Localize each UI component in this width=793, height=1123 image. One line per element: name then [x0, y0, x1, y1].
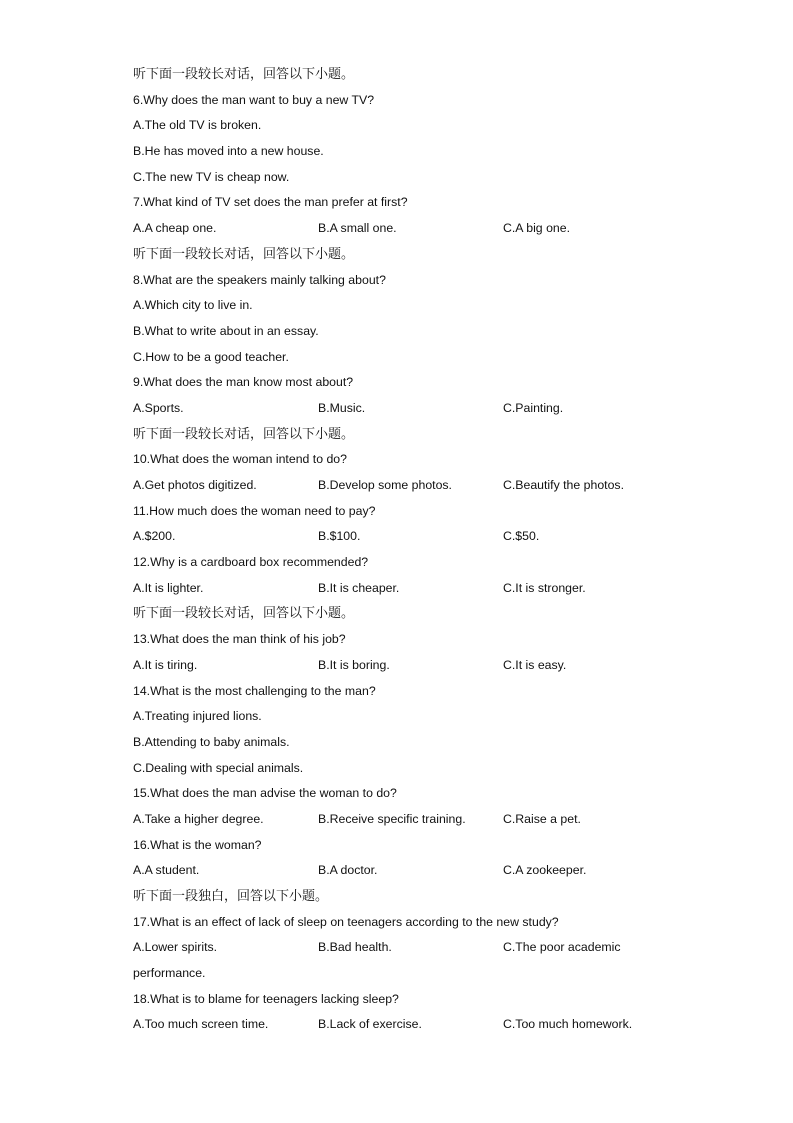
- answer-option: performance.: [133, 966, 206, 981]
- option-a: A.$200.: [133, 529, 176, 544]
- option-c: C.The poor academic: [503, 940, 621, 955]
- option-b: B.Bad health.: [318, 940, 392, 955]
- option-c: C.A big one.: [503, 221, 570, 236]
- question-text: 6.Why does the man want to buy a new TV?: [133, 92, 375, 107]
- options-row: [133, 216, 693, 242]
- option-c: C.It is stronger.: [503, 580, 586, 595]
- options-row: [133, 473, 693, 499]
- options-row: [133, 576, 693, 602]
- section-instruction: 听下面一段较长对话，回答以下小题。: [133, 606, 355, 622]
- answer-option: C.How to be a good teacher.: [133, 349, 289, 364]
- exam-page: [133, 62, 693, 1038]
- answer-option: B.He has moved into a new house.: [133, 144, 324, 159]
- option-c: C.Raise a pet.: [503, 811, 581, 826]
- option-b: B.Lack of exercise.: [318, 1017, 422, 1032]
- option-b: B.A doctor.: [318, 863, 378, 878]
- option-c: C.Painting.: [503, 400, 564, 415]
- option-a: A.Sports.: [133, 400, 184, 415]
- option-c: C.$50.: [503, 529, 540, 544]
- option-a: A.Get photos digitized.: [133, 478, 257, 492]
- option-b: B.It is cheaper.: [318, 580, 400, 595]
- question-text: 15.What does the man advise the woman to do?: [133, 786, 397, 801]
- options-row: [133, 807, 693, 833]
- options-row: [133, 524, 693, 550]
- section-instruction: 听下面一段较长对话，回答以下小题。: [133, 426, 355, 442]
- option-b: B.It is boring.: [318, 657, 390, 672]
- answer-option: B.Attending to baby animals.: [133, 734, 290, 749]
- option-c: C.A zookeeper.: [503, 863, 587, 878]
- option-b: B.$100.: [318, 529, 361, 544]
- option-c: C.Too much homework.: [503, 1017, 633, 1032]
- option-a: A.Lower spirits.: [133, 940, 218, 955]
- options-row: [133, 858, 693, 884]
- answer-option: A.The old TV is broken.: [133, 118, 262, 133]
- question-text: 18.What is to blame for teenagers lacking sleep?: [133, 991, 399, 1006]
- options-row: [133, 396, 693, 422]
- option-b: B.Receive specific training.: [318, 811, 466, 826]
- option-a: A.A student.: [133, 863, 200, 878]
- answer-option: A.Which city to live in.: [133, 298, 253, 313]
- answer-option: A.Treating injured lions.: [133, 709, 262, 724]
- section-instruction: 听下面一段独白，回答以下小题。: [133, 889, 329, 904]
- option-c: C.Beautify the photos.: [503, 478, 624, 492]
- option-b: B.Music.: [318, 400, 366, 415]
- question-text: 7.What kind of TV set does the man prefer at first?: [133, 195, 408, 210]
- question-text: 10.What does the woman intend to do?: [133, 452, 347, 467]
- option-b: B.A small one.: [318, 221, 397, 236]
- options-row: [133, 935, 693, 961]
- option-c: C.It is easy.: [503, 657, 567, 672]
- question-text: 8.What are the speakers mainly talking about?: [133, 272, 386, 287]
- question-text: 17.What is an effect of lack of sleep on teenagers according to the new study?: [133, 914, 559, 929]
- options-row: [133, 1012, 693, 1038]
- section-instruction: 听下面一段较长对话，回答以下小题。: [133, 246, 355, 262]
- answer-option: C.Dealing with special animals.: [133, 760, 304, 775]
- option-b: B.Develop some photos.: [318, 478, 452, 492]
- options-row: [133, 653, 693, 679]
- question-text: 16.What is the woman?: [133, 837, 262, 852]
- answer-option: C.The new TV is cheap now.: [133, 169, 290, 184]
- question-text: 9.What does the man know most about?: [133, 375, 354, 390]
- option-a: A.Take a higher degree.: [133, 811, 264, 826]
- question-text: 13.What does the man think of his job?: [133, 632, 346, 647]
- section-instruction: 听下面一段较长对话，回答以下小题。: [133, 67, 355, 82]
- question-text: 14.What is the most challenging to the man?: [133, 683, 376, 698]
- question-text: 12.Why is a cardboard box recommended?: [133, 555, 369, 570]
- option-a: A.A cheap one.: [133, 221, 217, 236]
- option-a: A.It is lighter.: [133, 580, 204, 595]
- answer-option: B.What to write about in an essay.: [133, 323, 319, 338]
- option-a: A.Too much screen time.: [133, 1017, 269, 1032]
- question-text: 11.How much does the woman need to pay?: [133, 503, 376, 518]
- option-a: A.It is tiring.: [133, 657, 198, 672]
